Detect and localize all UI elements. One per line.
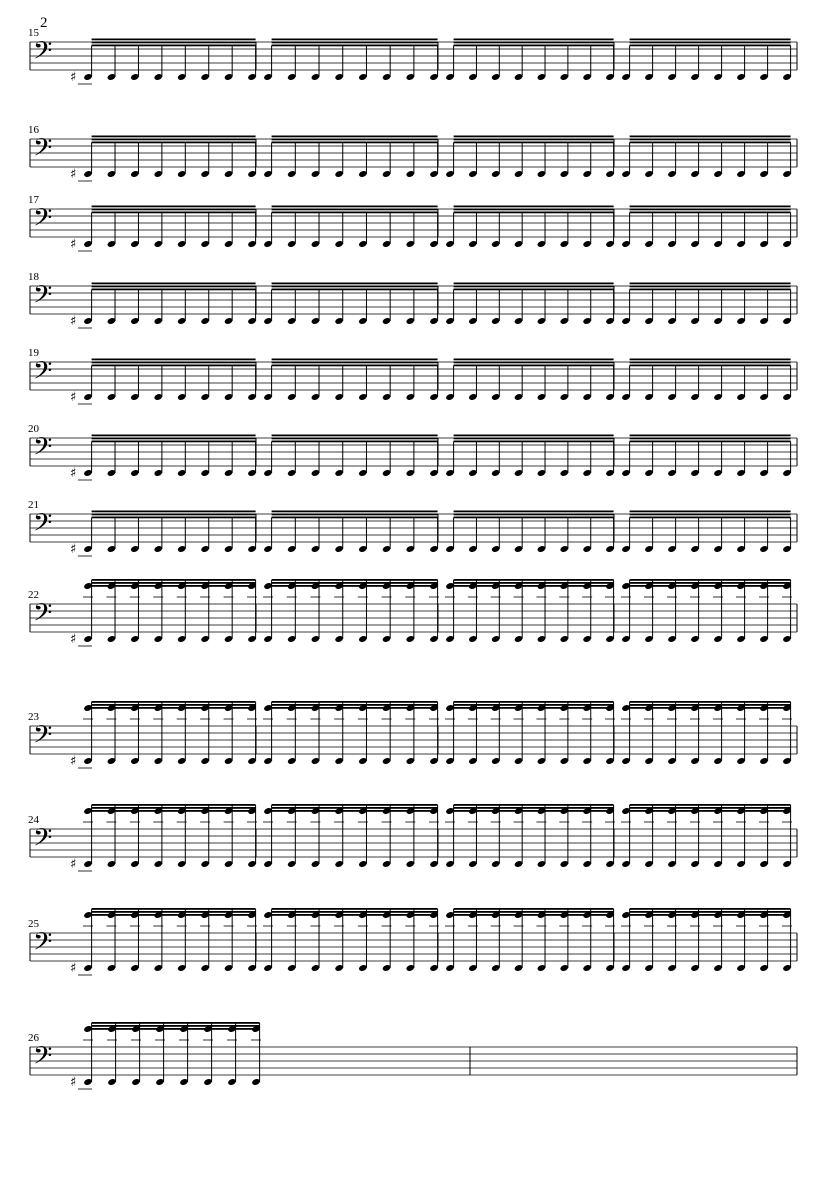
beam [630,283,791,285]
beam [92,136,256,138]
beam [272,810,438,812]
bass-clef-icon: 𝄢 [33,280,53,316]
beam [630,704,791,706]
beam [92,1022,260,1024]
beam [454,582,614,584]
measure-number: 15 [28,27,39,39]
beam [272,582,438,584]
bass-clef-icon: 𝄢 [33,432,53,468]
beam [630,579,791,581]
beam [92,511,256,513]
beam [454,438,614,440]
bass-clef-icon: 𝄢 [33,598,53,634]
beam [630,585,791,587]
beam [454,139,614,141]
beam [272,359,438,361]
staff-system [30,701,797,769]
beam [272,908,438,910]
bass-clef-icon: 𝄢 [33,508,53,544]
bass-clef-icon: 𝄢 [33,133,53,169]
beam [272,139,438,141]
beam [630,286,791,288]
bass-clef-icon: 𝄢 [33,927,53,963]
measure-number: 17 [28,194,39,206]
staff-system [30,908,797,976]
beam [272,209,438,211]
beam [92,704,256,706]
sharp-icon: ♯ [70,857,77,873]
beam [92,283,256,285]
page-number: 2 [40,15,48,31]
beam [454,701,614,703]
beam [92,585,256,587]
beam [630,914,791,916]
measure-number: 26 [28,1032,39,1044]
beam [630,45,791,47]
staff-system [30,134,797,183]
beam [454,289,614,291]
beam [92,139,256,141]
beam [92,209,256,211]
staff-system [30,509,797,558]
beam [454,441,614,443]
beam [272,579,438,581]
sharp-icon: ♯ [70,961,77,977]
beam [272,212,438,214]
sharp-icon: ♯ [70,466,77,482]
beam [630,142,791,144]
beam [272,142,438,144]
beam [272,911,438,913]
sharp-icon: ♯ [70,390,77,406]
beam [272,283,438,285]
beam [92,701,256,703]
beam [454,810,614,812]
beam [92,908,256,910]
beam [630,136,791,138]
beam [630,212,791,214]
beam [630,804,791,806]
beam [454,704,614,706]
beam [92,514,256,516]
staff-system [30,357,797,406]
beam [272,206,438,208]
beam [92,911,256,913]
beam [454,362,614,364]
beam [272,704,438,706]
measure-number: 23 [28,711,39,723]
beam [272,286,438,288]
beam [92,810,256,812]
beam [92,707,256,709]
beam [272,517,438,519]
beam [272,435,438,437]
beam [92,45,256,47]
beam [272,585,438,587]
beam [454,142,614,144]
beam [92,42,256,44]
beam [454,707,614,709]
beam [272,707,438,709]
measure-number: 24 [28,814,39,826]
beam [454,435,614,437]
beam [92,365,256,367]
measure-number: 16 [28,124,39,136]
beam [92,1025,260,1027]
staff-system [30,804,797,872]
staff-system [30,204,797,253]
sharp-icon: ♯ [70,167,77,183]
beam [630,139,791,141]
beam [272,42,438,44]
beam [454,212,614,214]
sharp-icon: ♯ [70,632,77,648]
beam [454,514,614,516]
sharp-icon: ♯ [70,754,77,770]
measure-number: 25 [28,918,39,930]
beam [454,511,614,513]
measure-number: 18 [28,271,39,283]
sharp-icon: ♯ [70,237,77,253]
beam [272,701,438,703]
beam [630,289,791,291]
beam [630,911,791,913]
beam [630,362,791,364]
beam [630,435,791,437]
beam [272,441,438,443]
beam [92,435,256,437]
beam [92,804,256,806]
beam [272,807,438,809]
beam [454,517,614,519]
sharp-icon: ♯ [70,542,77,558]
beam [454,914,614,916]
beam [454,579,614,581]
beam [272,45,438,47]
beam [454,908,614,910]
beam [630,908,791,910]
beam [92,362,256,364]
beam [272,365,438,367]
beam [92,206,256,208]
bass-clef-icon: 𝄢 [33,720,53,756]
bass-clef-icon: 𝄢 [33,203,53,239]
beam [272,514,438,516]
beam [630,517,791,519]
beam [454,585,614,587]
beam [92,517,256,519]
sharp-icon: ♯ [70,314,77,330]
beam [630,810,791,812]
staff-system [30,579,797,647]
beam [454,807,614,809]
beam [630,438,791,440]
measure-number: 21 [28,499,39,511]
beam [454,283,614,285]
beam [272,289,438,291]
beam [92,289,256,291]
staff-system [30,281,797,330]
beam [454,359,614,361]
beam [630,365,791,367]
bass-clef-icon: 𝄢 [33,356,53,392]
beam [92,807,256,809]
beam [630,441,791,443]
staff-system [30,37,797,85]
beam [630,209,791,211]
beam [92,579,256,581]
beam [92,359,256,361]
beam [92,212,256,214]
beam [92,914,256,916]
beam [272,804,438,806]
sharp-icon: ♯ [70,1075,77,1091]
beam [454,911,614,913]
beam [630,582,791,584]
beam [454,45,614,47]
staff-system [30,1022,797,1090]
beam [454,42,614,44]
beam [454,365,614,367]
beam [272,136,438,138]
beam [272,914,438,916]
beam [454,136,614,138]
measure-number: 20 [28,423,39,435]
beam [630,42,791,44]
bass-clef-icon: 𝄢 [33,36,53,72]
bass-clef-icon: 𝄢 [33,823,53,859]
beam [454,206,614,208]
beam [272,438,438,440]
beam [272,511,438,513]
beam [630,359,791,361]
beam [630,807,791,809]
beam [92,582,256,584]
beam [92,142,256,144]
staff-system [30,433,797,482]
beam [630,511,791,513]
beam [272,39,438,41]
beam [92,438,256,440]
beam [92,1028,260,1030]
beam [454,39,614,41]
beam [454,804,614,806]
beam [454,286,614,288]
sharp-icon: ♯ [70,70,77,86]
beam [630,707,791,709]
measure-number: 22 [28,589,39,601]
beam [630,514,791,516]
bass-clef-icon: 𝄢 [33,1041,53,1077]
beam [630,701,791,703]
beam [630,39,791,41]
beam [92,39,256,41]
measure-number: 19 [28,347,39,359]
beam [92,441,256,443]
beam [630,206,791,208]
beam [92,286,256,288]
beam [272,362,438,364]
beam [454,209,614,211]
